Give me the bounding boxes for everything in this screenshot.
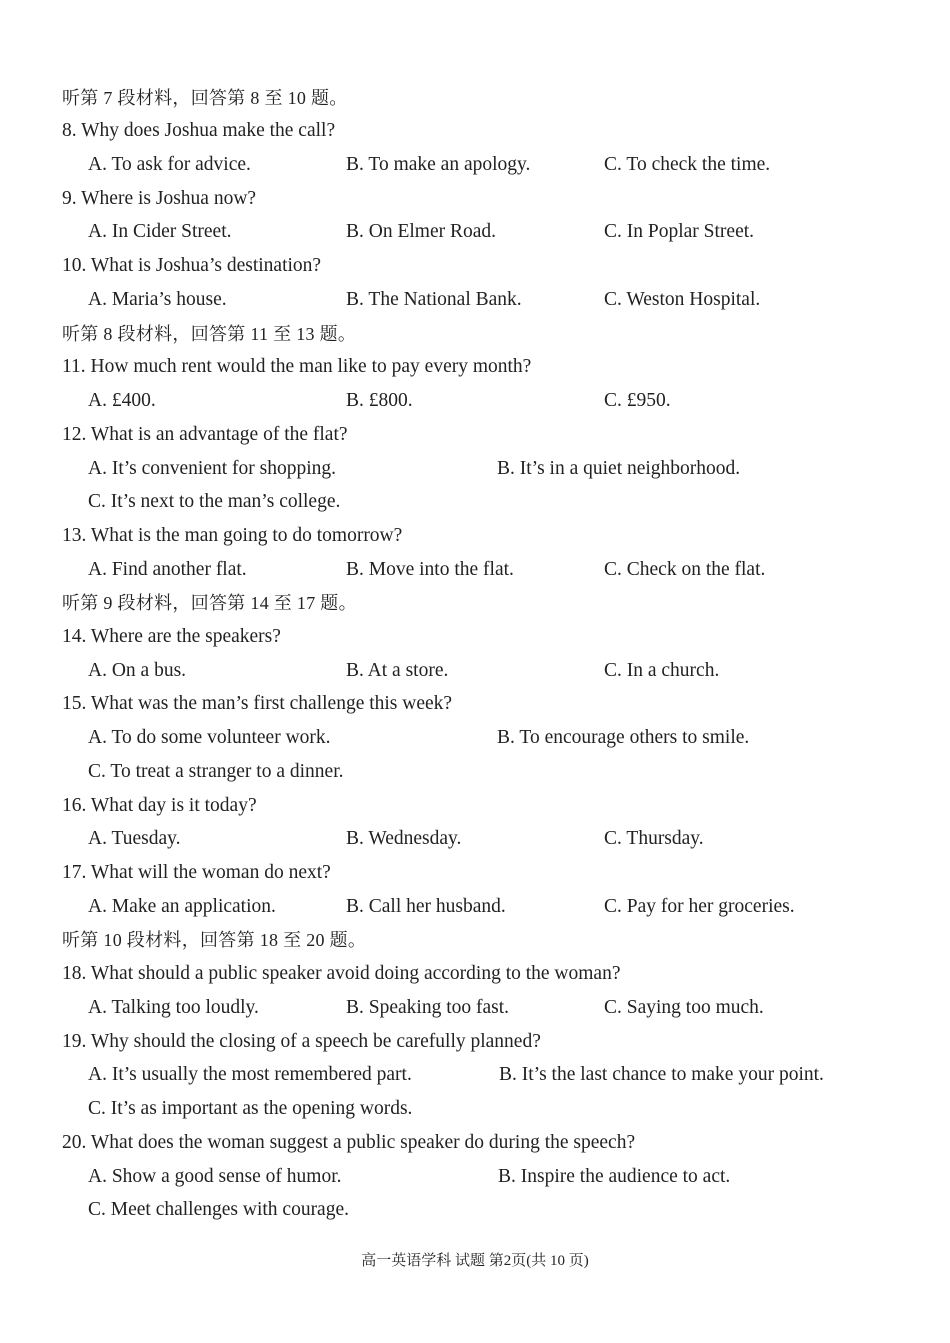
option-c: C. Meet challenges with courage. (88, 1199, 349, 1220)
option-a: A. £400. (88, 390, 156, 411)
option-b: B. To encourage others to smile. (497, 727, 750, 748)
option-c: C. To check the time. (604, 154, 771, 175)
question-stem: 15. What was the man’s first challenge this week? (62, 693, 453, 714)
question-18 (0, 957, 950, 991)
question-19 (0, 1025, 950, 1059)
question-stem: 8. Why does Joshua make the call? (62, 120, 336, 141)
question-stem: 16. What day is it today? (62, 795, 257, 816)
option-c: C. Check on the flat. (604, 559, 766, 580)
option-b: B. The National Bank. (346, 289, 522, 310)
option-c: C. Pay for her groceries. (604, 896, 795, 917)
option-b: B. At a store. (346, 660, 449, 681)
question-9 (0, 182, 950, 216)
question-16-options (0, 822, 950, 856)
option-c: C. To treat a stranger to a dinner. (88, 761, 344, 782)
question-19-options (0, 1058, 950, 1092)
question-14-options (0, 654, 950, 688)
section-instruction (0, 317, 950, 351)
question-17 (0, 856, 950, 890)
option-b: B. To make an apology. (346, 154, 531, 175)
section-instruction (0, 586, 950, 620)
question-13-options (0, 553, 950, 587)
question-8 (0, 114, 950, 148)
question-8-options (0, 148, 950, 182)
question-12-options-cont (0, 485, 950, 519)
question-stem: 10. What is Joshua’s destination? (62, 255, 322, 276)
option-a: A. On a bus. (88, 660, 187, 681)
option-c: C. It’s next to the man’s college. (88, 491, 341, 512)
instruction-text: 听第 10 段材料，回答第 18 至 20 题。 (62, 930, 367, 950)
question-15 (0, 687, 950, 721)
option-c: C. In a church. (604, 660, 720, 681)
question-11 (0, 350, 950, 384)
section-instruction (0, 923, 950, 957)
page-footer: 高一英语学科 试题 第2页(共 10 页) (361, 1253, 589, 1269)
question-10 (0, 249, 950, 283)
question-20 (0, 1126, 950, 1160)
option-a: A. It’s usually the most remembered part. (88, 1064, 412, 1085)
option-c: C. £950. (604, 390, 671, 411)
instruction-text: 听第 9 段材料，回答第 14 至 17 题。 (62, 593, 357, 613)
option-a: A. Make an application. (88, 896, 276, 917)
option-a: A. It’s convenient for shopping. (88, 458, 337, 479)
question-20-options (0, 1160, 950, 1194)
option-a: A. In Cider Street. (88, 221, 232, 242)
question-10-options (0, 283, 950, 317)
option-b: B. Call her husband. (346, 896, 506, 917)
option-c: C. Saying too much. (604, 997, 764, 1018)
option-a: A. Show a good sense of humor. (88, 1166, 342, 1187)
question-18-options (0, 991, 950, 1025)
section-instruction (0, 81, 950, 115)
question-17-options (0, 890, 950, 924)
question-stem: 9. Where is Joshua now? (62, 188, 257, 209)
option-a: A. To do some volunteer work. (88, 727, 331, 748)
question-19-options-cont (0, 1092, 950, 1126)
instruction-text: 听第 7 段材料，回答第 8 至 10 题。 (62, 88, 348, 108)
option-a: A. Talking too loudly. (88, 997, 259, 1018)
option-b: B. Wednesday. (346, 828, 462, 849)
instruction-text: 听第 8 段材料，回答第 11 至 13 题。 (62, 324, 357, 344)
question-13 (0, 519, 950, 553)
option-c: C. Weston Hospital. (604, 289, 761, 310)
question-stem: 17. What will the woman do next? (62, 862, 331, 883)
option-b: B. Move into the flat. (346, 559, 514, 580)
option-b: B. It’s in a quiet neighborhood. (497, 458, 741, 479)
option-c: C. Thursday. (604, 828, 704, 849)
question-stem: 20. What does the woman suggest a public speaker do during the speech? (62, 1132, 636, 1153)
option-b: B. On Elmer Road. (346, 221, 497, 242)
question-stem: 13. What is the man going to do tomorrow? (62, 525, 403, 546)
option-c: C. In Poplar Street. (604, 221, 755, 242)
question-12 (0, 418, 950, 452)
question-12-options (0, 452, 950, 486)
option-b: B. Inspire the audience to act. (498, 1166, 731, 1187)
question-stem: 19. Why should the closing of a speech be carefully planned? (62, 1031, 541, 1052)
question-stem: 11. How much rent would the man like to pay every month? (62, 356, 532, 377)
question-20-options-cont (0, 1193, 950, 1227)
question-stem: 12. What is an advantage of the flat? (62, 424, 348, 445)
option-b: B. £800. (346, 390, 413, 411)
option-a: A. Tuesday. (88, 828, 181, 849)
option-a: A. Find another flat. (88, 559, 247, 580)
question-15-options-cont (0, 755, 950, 789)
option-a: A. Maria’s house. (88, 289, 227, 310)
question-15-options (0, 721, 950, 755)
question-16 (0, 789, 950, 823)
option-c: C. It’s as important as the opening words. (88, 1098, 413, 1119)
question-stem: 14. Where are the speakers? (62, 626, 281, 647)
option-a: A. To ask for advice. (88, 154, 251, 175)
option-b: B. Speaking too fast. (346, 997, 510, 1018)
question-11-options (0, 384, 950, 418)
option-b: B. It’s the last chance to make your point. (499, 1064, 824, 1085)
question-stem: 18. What should a public speaker avoid doing according to the woman? (62, 963, 621, 984)
question-14 (0, 620, 950, 654)
question-9-options (0, 215, 950, 249)
